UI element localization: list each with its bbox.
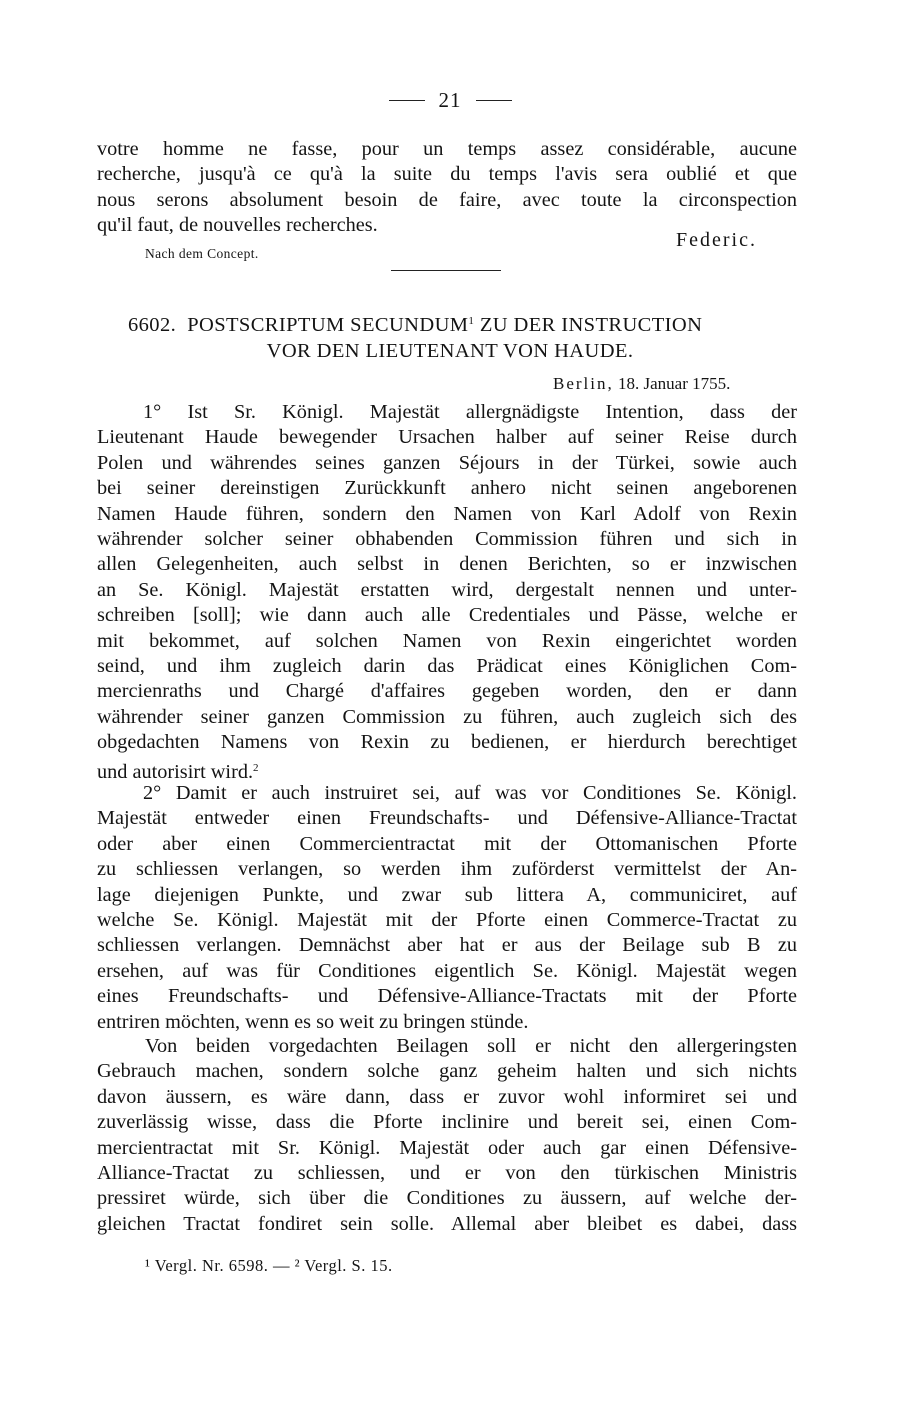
head-rule-right (476, 100, 512, 101)
text-line: davon äussern, es wäre dann, dass er zuvor wohl informiret sei und (97, 1085, 797, 1108)
text-line: entriren möchten, wenn es so weit zu bringen stünde. (97, 1010, 529, 1033)
dateline (553, 374, 730, 394)
heading-title-end: ZU DER INSTRUCTION (474, 314, 703, 336)
section-divider (391, 270, 501, 271)
footnote-ref: 2 (253, 761, 259, 774)
text-line-content: und autorisirt wird. (97, 760, 254, 783)
text-line: oder aber einen Commercientractat mit der Ottomanischen Pforte (97, 832, 797, 855)
text-line: mercienraths und Chargé d'affaires gegeben worden, den er dann (97, 680, 797, 703)
page-number: 21 (438, 88, 462, 112)
dateline-place: Berlin, (553, 374, 614, 393)
paragraph-1 (97, 400, 797, 785)
document-heading-line1 (128, 314, 828, 337)
text-line: pressiret würde, sich über die Conditiones zu äussern, auf welche der- (97, 1187, 797, 1210)
text-line: 1° Ist Sr. Königl. Majestät allergnädigste Intention, dass der (143, 401, 797, 423)
text-line: schliessen verlangen. Demnächst aber hat er aus der Beilage sub B zu (97, 934, 797, 957)
text-line: währender seiner ganzen Commission zu führen, auch zugleich sich des (97, 705, 797, 728)
head-rule-left (389, 100, 425, 101)
text-line: eines Freundschafts- und Défensive-Alliance-Tractats mit der Pforte (97, 985, 797, 1008)
text-line: recherche, jusqu'à ce qu'à la suite du temps l'avis sera oublié et que (97, 163, 797, 186)
text-line: qu'il faut, de nouvelles recherches. (97, 214, 378, 237)
text-line: Alliance-Tractat zu schliessen, und er von den türkischen Ministris (97, 1162, 797, 1185)
continuation-paragraph (97, 137, 797, 239)
text-line: zuverlässig wisse, dass die Pforte inclinire und bereit sei, einen Com- (97, 1111, 797, 1134)
text-line: mercientractat mit Sr. Königl. Majestät oder auch gar einen Défensive- (97, 1136, 797, 1159)
dateline-date: 18. Januar 1755. (613, 374, 731, 393)
signature: Federic. (676, 229, 757, 251)
text-line: schreiben [soll]; wie dann auch alle Credentiales und Pässe, welche er (97, 604, 797, 627)
text-line: bei seiner dereinstigen Zurückkunft anhero nicht seinen angeborenen (97, 477, 797, 500)
text-line: allen Gelegenheiten, auch selbst in denen Berichten, so er inzwischen (97, 553, 797, 576)
text-line: lage diejenigen Punkte, und zwar sub littera A, communiciret, auf (97, 883, 797, 906)
document-heading-line2: VOR DEN LIEUTENANT VON HAUDE. (266, 340, 634, 362)
text-line: nous serons absolument besoin de faire, avec toute la circonspection (97, 188, 797, 211)
text-line: mit bekommet, auf solchen Namen von Rexin eingerichtet worden (97, 629, 797, 652)
text-line: obgedachten Namens von Rexin zu bedienen, er hierdurch berechtiget (97, 731, 797, 754)
running-head (0, 88, 900, 113)
text-line: 2° Damit er auch instruiret sei, auf was vor Conditiones Se. Königl. (143, 782, 797, 804)
document-number: 6602. (128, 314, 177, 336)
footnotes: ¹ Vergl. Nr. 6598. — ² Vergl. S. 15. (145, 1256, 393, 1275)
source-note: Nach dem Concept. (145, 246, 259, 261)
text-line: Namen Haude führen, sondern den Namen von Karl Adolf von Rexin (97, 502, 797, 525)
footnote-ref: 1 (468, 315, 475, 327)
text-line: Majestät entweder einen Freundschafts- und Défensive-Alliance-Tractat (97, 807, 797, 830)
text-line: welche Se. Königl. Majestät mit der Pforte einen Commerce-Tractat zu (97, 909, 797, 932)
text-line: zu schliessen verlangen, so werden ihm zuförderst vermittelst der An- (97, 858, 797, 881)
text-line: Von beiden vorgedachten Beilagen soll er nicht den allergeringsten (145, 1035, 797, 1057)
text-line: währender solcher seiner obhabenden Commission führen und sich in (97, 528, 797, 551)
text-line: seind, und ihm zugleich darin das Prädicat eines Königlichen Com- (97, 655, 797, 678)
paragraph-3 (97, 1034, 797, 1237)
text-line: Gebrauch machen, sondern solche ganz geheim halten und sich nichts (97, 1060, 797, 1083)
text-line: gleichen Tractat fondiret sein solle. Allemal aber bleibet es dabei, dass (97, 1212, 797, 1235)
paragraph-2 (97, 781, 797, 1035)
text-line: Lieutenant Haude bewegender Ursachen halber auf seiner Reise durch (97, 426, 797, 449)
text-line: votre homme ne fasse, pour un temps assez considérable, aucune (97, 138, 797, 160)
text-line: ersehen, auf was für Conditiones eigentlich Se. Königl. Majestät wegen (97, 959, 797, 982)
text-line: an Se. Königl. Majestät erstatten wird, dergestalt nennen und unter- (97, 578, 797, 601)
text-line: Polen und währendes seines ganzen Séjours in der Türkei, sowie auch (97, 451, 797, 474)
heading-title: POSTSCRIPTUM SECUNDUM (187, 314, 469, 336)
